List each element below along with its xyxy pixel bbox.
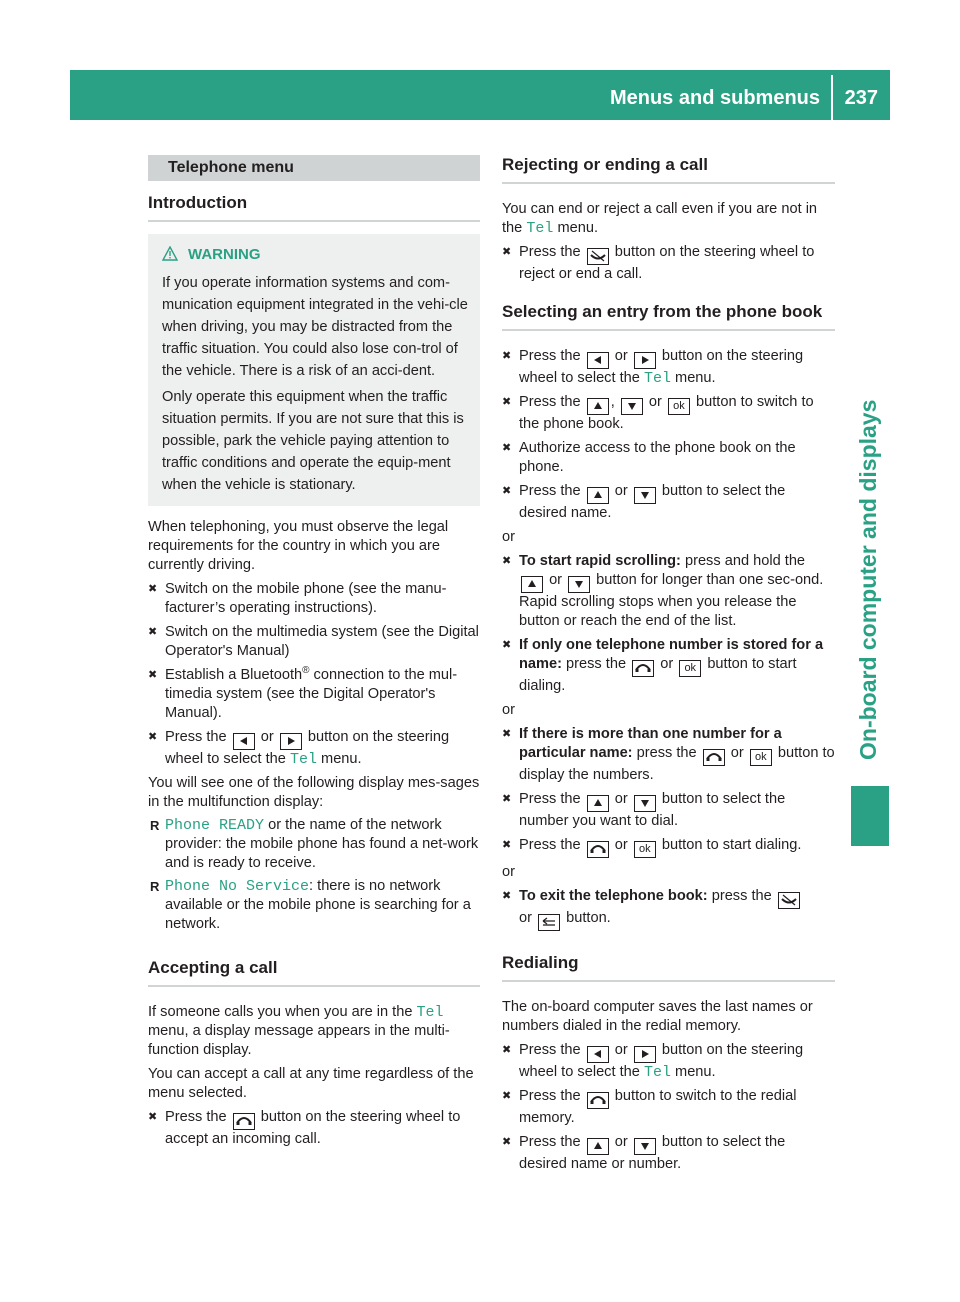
step-switch-on-multimedia: ✖ Switch on the multimedia system (see the Digital Operator's Manual) <box>148 623 480 661</box>
step-bold-text: To exit the telephone book: <box>519 888 708 904</box>
step-text: Press the <box>165 1109 227 1125</box>
phone-accept-key-icon <box>587 1092 609 1109</box>
step-text: menu. <box>675 370 716 386</box>
side-tab-label: On-board computer and displays <box>855 399 881 760</box>
warning-title <box>162 244 474 268</box>
step-rapid-scrolling <box>502 552 835 631</box>
step-bold-text: If only one telephone number is stored for a name: <box>519 637 824 672</box>
paragraph-text: menu. <box>557 220 598 236</box>
step-text: button to select the desired name. <box>519 483 786 521</box>
step-switch-redial <box>502 1087 835 1128</box>
intro-paragraph: When telephoning, you must observe the legal requirements for the country in which you are currently driving. <box>148 519 449 573</box>
telephone-menu-heading: Telephone menu <box>148 155 480 181</box>
step-text: Press the <box>519 348 581 364</box>
or-text: or <box>648 394 662 410</box>
left-arrow-key-icon <box>587 352 609 369</box>
paragraph-text: You can end or reject a call even if you are not in the <box>502 201 818 236</box>
down-arrow-key-icon <box>568 576 590 593</box>
back-key-icon <box>538 914 560 931</box>
up-arrow-key-icon <box>521 576 543 593</box>
left-column <box>148 155 480 1149</box>
step-reject-call <box>502 243 835 284</box>
tel-menu-label: Tel <box>643 1064 671 1081</box>
or-text: or <box>614 483 628 499</box>
bullet-phone-ready <box>148 816 480 873</box>
left-arrow-key-icon <box>233 733 255 750</box>
step-text: Press the <box>165 729 227 745</box>
right-column <box>502 155 835 1174</box>
step-text: press the <box>636 745 697 761</box>
or-text: or <box>614 1042 628 1058</box>
step-text: button on the steering wheel to select the <box>519 1042 804 1080</box>
side-tab-block <box>851 786 889 846</box>
selecting-phonebook-heading: Selecting an entry from the phone book <box>502 302 835 331</box>
down-arrow-key-icon <box>634 1138 656 1155</box>
phone-accept-key-icon <box>703 749 725 766</box>
or-text: or <box>614 1134 628 1150</box>
step-text: connection to the mul-timedia system (see the Digital Operator's Manual). <box>165 667 458 721</box>
or-separator: or <box>502 529 515 545</box>
accepting-call-heading: Accepting a call <box>148 958 480 987</box>
or-text: or <box>519 910 532 926</box>
step-switch-on-phone: ✖ Switch on the mobile phone (see the manu-facturer’s operating instructions). <box>148 580 480 618</box>
step-text: button on the steering wheel to accept an incoming call. <box>165 1109 461 1147</box>
left-arrow-key-icon <box>587 1046 609 1063</box>
step-text: button for longer than one sec-ond. <box>596 572 824 588</box>
step-text: Establish a Bluetooth <box>165 667 303 683</box>
or-text: or <box>260 729 274 745</box>
redialing-heading: Redialing <box>502 953 835 982</box>
or-text: or <box>614 837 628 853</box>
or-text: or <box>549 572 563 588</box>
step-select-redial-name <box>502 1133 835 1174</box>
header-title: Menus and submenus <box>609 87 820 109</box>
step-text: button to display the numbers. <box>519 745 835 783</box>
tel-menu-label: Tel <box>289 751 317 768</box>
step-text: Press the <box>519 394 581 410</box>
bullet-phone-no-service <box>148 877 480 934</box>
display-messages-paragraph: You will see one of the following display mes-sages in the multifunction display: <box>148 775 480 810</box>
rejecting-paragraph <box>502 200 835 238</box>
header-divider <box>831 75 833 120</box>
bullet-text: or the name of the network provider: the mobile phone has found a net-work and is ready to receive. <box>165 817 479 871</box>
step-text: Press the <box>519 244 581 260</box>
or-text: or <box>660 656 674 672</box>
step-exit-phonebook <box>502 887 835 931</box>
phone-accept-key-icon <box>233 1113 255 1130</box>
up-arrow-key-icon <box>587 398 609 415</box>
step-switch-phonebook <box>502 393 835 434</box>
accepting-paragraph-2: You can accept a call at any time regardless of the menu selected. <box>148 1066 474 1101</box>
step-text: press and hold the <box>684 553 806 569</box>
down-arrow-key-icon <box>634 795 656 812</box>
step-text: button to switch to the redial memory. <box>519 1088 797 1126</box>
step-text: button. <box>566 910 611 926</box>
ok-key-icon: ok <box>679 660 701 677</box>
step-select-name <box>502 482 835 523</box>
ok-key-icon: ok <box>634 841 656 858</box>
step-text: button on the steering wheel to select the <box>165 729 450 767</box>
step-text: button to select the desired name or number. <box>519 1134 786 1172</box>
paragraph-text: menu, a display message appears in the multi-function display. <box>148 1023 450 1058</box>
up-arrow-key-icon <box>587 1138 609 1155</box>
step-text: Press the <box>519 791 581 807</box>
step-accept-call <box>148 1108 480 1149</box>
step-text: Rapid scrolling stops when you release the button or reach the end of the list. <box>519 594 797 629</box>
step-establish-bluetooth: ✖ Establish a Bluetooth® connection to the mul-timedia system (see the Digital Operator's Manual). <box>148 666 480 723</box>
accepting-paragraph-1 <box>148 1003 480 1060</box>
step-more-numbers <box>502 725 835 785</box>
step-bold-text: If there is more than one number for a particular name: <box>519 726 782 761</box>
warning-label: WARNING <box>188 246 261 263</box>
down-arrow-key-icon <box>634 487 656 504</box>
or-text: or <box>614 348 628 364</box>
step-text: button to start dialing. <box>661 837 802 853</box>
phone-accept-key-icon <box>587 841 609 858</box>
step-text: menu. <box>675 1064 716 1080</box>
step-authorize-access: ✖ Authorize access to the phone book on the phone. <box>502 439 835 477</box>
warning-box <box>148 234 480 506</box>
step-text: press the <box>566 656 627 672</box>
warning-triangle-icon <box>162 246 178 268</box>
step-only-one-number <box>502 636 835 696</box>
warning-paragraph-2: Only operate this equipment when the traffic situation permits. If you are not sure that this is possible, park the vehicle paying attention to traffic conditions and operate the equip-ment when the vehicle is stationary. <box>162 389 464 493</box>
bullet-text: : there is no network available or the mobile phone is searching for a network. <box>165 878 471 932</box>
step-text: Press the <box>519 1134 581 1150</box>
step-start-dialing <box>502 836 835 858</box>
step-text: button on the steering wheel to reject or end a call. <box>519 244 815 282</box>
warning-paragraph-1: If you operate information systems and com-munication equipment integrated in the vehi-cle when driving, you may be distracted from the traffic situation. You could also lose con-trol of the vehicle. There is a risk of an acci-dent. <box>162 275 468 379</box>
right-arrow-key-icon <box>634 1046 656 1063</box>
step-select-tel-redial <box>502 1041 835 1082</box>
phone-no-service-label: Phone No Service <box>165 878 310 895</box>
or-text: or <box>614 791 628 807</box>
step-text: Press the <box>519 1042 581 1058</box>
step-text: button to select the number you want to dial. <box>519 791 786 829</box>
phone-accept-key-icon <box>632 660 654 677</box>
step-text: Press the <box>519 483 581 499</box>
tel-menu-label: Tel <box>643 370 671 387</box>
step-bold-text: To start rapid scrolling: <box>519 553 681 569</box>
tel-menu-label: Tel <box>416 1004 444 1021</box>
right-arrow-key-icon <box>280 733 302 750</box>
step-text: button to switch to the phone book. <box>519 394 814 432</box>
phone-hangup-key-icon <box>587 248 609 265</box>
ok-key-icon: ok <box>668 398 690 415</box>
redialing-paragraph: The on-board computer saves the last names or numbers dialed in the redial memory. <box>502 999 813 1034</box>
or-separator: or <box>502 702 515 718</box>
or-separator: or <box>502 864 515 880</box>
rejecting-call-heading: Rejecting or ending a call <box>502 155 835 184</box>
comma-text: , <box>610 394 615 410</box>
step-select-tel <box>502 347 835 388</box>
right-arrow-key-icon <box>634 352 656 369</box>
step-select-tel-menu <box>148 728 480 769</box>
step-text: Press the <box>519 837 581 853</box>
step-text: button on the steering wheel to select the <box>519 348 804 386</box>
step-select-number <box>502 790 835 831</box>
step-text: press the <box>711 888 772 904</box>
page-header <box>70 70 890 120</box>
page-number: 237 <box>844 87 878 109</box>
step-text: menu. <box>321 751 362 767</box>
paragraph-text: If someone calls you when you are in the <box>148 1004 413 1020</box>
phone-ready-label: Phone READY <box>165 817 265 834</box>
down-arrow-key-icon <box>621 398 643 415</box>
up-arrow-key-icon <box>587 487 609 504</box>
phone-hangup-key-icon <box>778 892 800 909</box>
step-text: button to start dialing. <box>519 656 797 694</box>
step-text: Press the <box>519 1088 581 1104</box>
introduction-heading: Introduction <box>148 193 480 222</box>
ok-key-icon: ok <box>750 749 772 766</box>
up-arrow-key-icon <box>587 795 609 812</box>
tel-menu-label: Tel <box>526 220 554 237</box>
or-text: or <box>730 745 744 761</box>
